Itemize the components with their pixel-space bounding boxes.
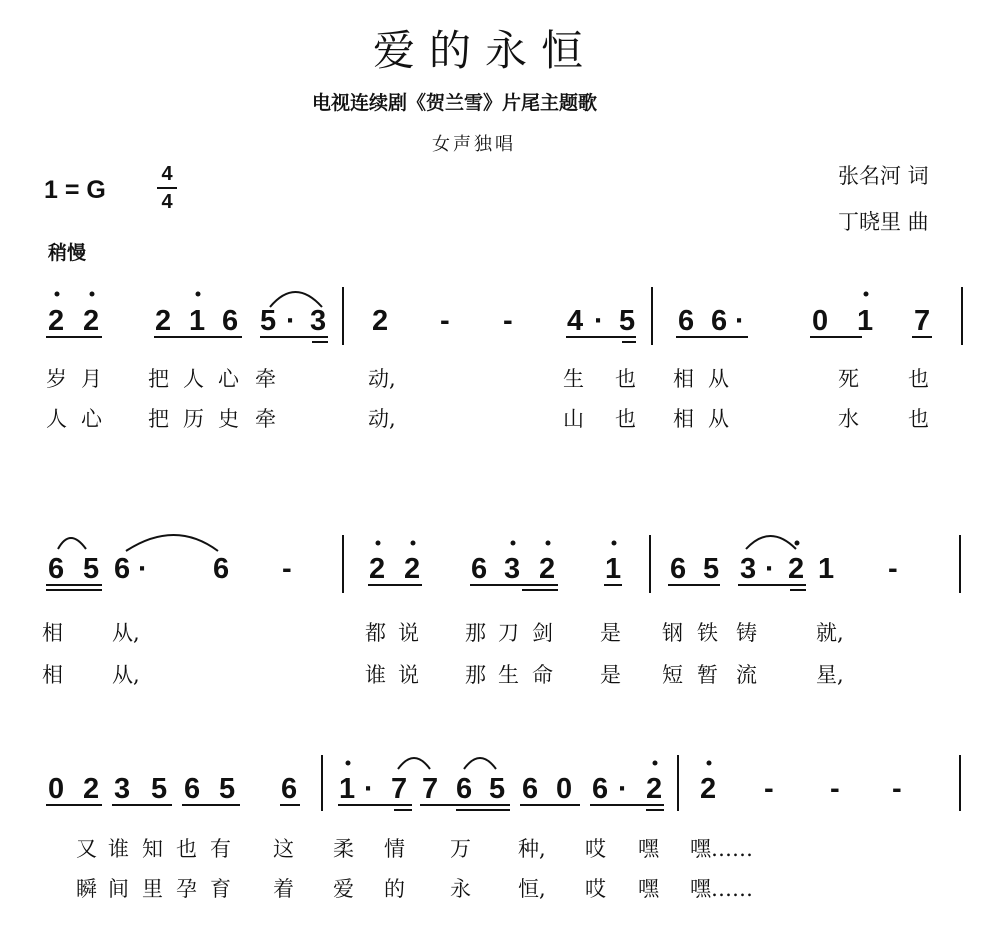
lyric: 恒, [518, 877, 546, 901]
augmentation-dot: · [594, 305, 604, 337]
note: 5 [83, 553, 100, 585]
note: 0 [556, 773, 573, 805]
lyric: 把 [148, 407, 169, 431]
lyric: 哎 [585, 837, 606, 861]
note: 0 [48, 773, 65, 805]
note: 2 [155, 305, 172, 337]
note: 5 [619, 305, 636, 337]
lyric: 育 [210, 877, 231, 901]
lyric: 也 [908, 367, 929, 391]
lyric: 谁 [365, 663, 386, 687]
note: 1 [189, 305, 206, 337]
lyric: 的 [384, 877, 405, 901]
lyric: 心 [81, 407, 102, 431]
augmentation-dot: · [364, 773, 374, 805]
lyric: 动, [368, 367, 396, 391]
lyric: 人 [46, 407, 67, 431]
lyric: 铸 [736, 621, 757, 645]
dash: - [764, 773, 774, 805]
lyric: 刀 [498, 621, 519, 645]
note: 0 [812, 305, 829, 337]
lyric: 也 [908, 407, 929, 431]
lyric: 有 [210, 837, 231, 861]
lyric: 都 [365, 621, 386, 645]
lyric: 岁 [46, 367, 67, 391]
lyric: 间 [108, 877, 129, 901]
lyric: 钢 [662, 621, 683, 645]
augmentation-dot: · [138, 553, 148, 585]
lyric: 从 [708, 407, 729, 431]
time-signature [157, 163, 177, 213]
lyric: 万 [450, 837, 471, 861]
lyric: 人 [183, 367, 204, 391]
dash: - [282, 553, 292, 585]
lyric: 历 [183, 407, 204, 431]
lyric: 永 [450, 877, 471, 901]
lyric: 铁 [697, 621, 718, 645]
lyric: 就, [816, 621, 844, 645]
time-signature-top: 4 [161, 163, 173, 185]
lyric: 是 [600, 621, 621, 645]
lyric: 山 [563, 407, 584, 431]
lyric: 相 [673, 407, 694, 431]
dash: - [503, 305, 513, 337]
note: 3 [310, 305, 327, 337]
lyric: 也 [176, 837, 197, 861]
lyric: 那 [465, 621, 486, 645]
note: 6 [711, 305, 728, 337]
lyric: 嘿…… [690, 877, 753, 901]
note: 6 [456, 773, 473, 805]
note: 2 [539, 553, 556, 585]
dash: - [830, 773, 840, 805]
lyric: 命 [532, 663, 553, 687]
lyric: 短 [662, 663, 683, 687]
note: 2 [83, 773, 100, 805]
lyric: 相 [673, 367, 694, 391]
note: 1 [818, 553, 835, 585]
lyric: 嘿 [638, 837, 659, 861]
note: 2 [788, 553, 805, 585]
lyric: 牵 [255, 407, 276, 431]
note: 2 [83, 305, 100, 337]
lyric: 从, [112, 621, 140, 645]
lyric: 牵 [255, 367, 276, 391]
note: 7 [391, 773, 408, 805]
lyricist-credit: 张名河 词 [838, 164, 929, 188]
lyric: 说 [398, 621, 419, 645]
note: 3 [114, 773, 131, 805]
note: 7 [422, 773, 439, 805]
note: 6 [213, 553, 230, 585]
note: 5 [151, 773, 168, 805]
composer-credit: 丁晓里 曲 [838, 210, 929, 234]
note: 2 [369, 553, 386, 585]
note: 6 [222, 305, 239, 337]
note: 6 [522, 773, 539, 805]
note: 2 [372, 305, 389, 337]
lyric: 说 [398, 663, 419, 687]
lyric: 也 [615, 367, 636, 391]
note: 2 [404, 553, 421, 585]
augmentation-dot: · [286, 305, 296, 337]
note: 2 [700, 773, 717, 805]
lyric: 种, [518, 837, 546, 861]
lyric: 哎 [585, 877, 606, 901]
lyric: 心 [218, 367, 239, 391]
lyric: 生 [498, 663, 519, 687]
note: 1 [605, 553, 622, 585]
note: 1 [339, 773, 356, 805]
lyric: 也 [615, 407, 636, 431]
lyric: 暂 [697, 663, 718, 687]
lyric: 史 [218, 407, 239, 431]
lyric: 嘿 [638, 877, 659, 901]
score-system-3 [0, 753, 1000, 901]
note: 7 [914, 305, 931, 337]
system-1-marks [0, 283, 1000, 413]
lyric: 嘿…… [690, 837, 753, 861]
lyric: 水 [838, 407, 859, 431]
note: 1 [857, 305, 874, 337]
note: 6 [670, 553, 687, 585]
lyric: 瞬 [76, 877, 97, 901]
note: 6 [114, 553, 131, 585]
lyric: 柔 [333, 837, 354, 861]
augmentation-dot: · [765, 553, 775, 585]
note: 2 [646, 773, 663, 805]
voice-type: 女声独唱 [432, 134, 516, 155]
dash: - [892, 773, 902, 805]
song-title: 爱的永恒 [373, 26, 598, 75]
note: 6 [592, 773, 609, 805]
note: 6 [471, 553, 488, 585]
note: 6 [184, 773, 201, 805]
note: 6 [281, 773, 298, 805]
note: 5 [260, 305, 277, 337]
lyric: 从, [112, 663, 140, 687]
lyric: 死 [838, 367, 859, 391]
note: 3 [740, 553, 757, 585]
note: 5 [703, 553, 720, 585]
dash: - [440, 305, 450, 337]
note: 3 [504, 553, 521, 585]
lyric: 是 [600, 663, 621, 687]
time-signature-bar [157, 187, 177, 189]
lyric: 情 [384, 837, 405, 861]
key-signature: 1 = G [44, 176, 106, 204]
score-system-2 [0, 533, 1000, 687]
tempo-marking: 稍慢 [48, 242, 87, 264]
lyric: 相 [42, 621, 63, 645]
lyric: 这 [273, 837, 294, 861]
lyric: 生 [563, 367, 584, 391]
note: 6 [678, 305, 695, 337]
lyric: 那 [465, 663, 486, 687]
augmentation-dot: · [618, 773, 628, 805]
augmentation-dot: · [735, 305, 745, 337]
score-system-1 [0, 283, 1000, 431]
lyric: 从 [708, 367, 729, 391]
song-subtitle: 电视连续剧《贺兰雪》片尾主题歌 [312, 92, 598, 114]
lyric: 剑 [532, 621, 553, 645]
lyric: 星, [816, 663, 844, 687]
note: 5 [219, 773, 236, 805]
lyric: 又 [76, 837, 97, 861]
lyric: 孕 [176, 877, 197, 901]
note: 2 [48, 305, 65, 337]
lyric: 着 [273, 877, 294, 901]
dash: - [888, 553, 898, 585]
lyric: 把 [148, 367, 169, 391]
time-signature-bottom: 4 [161, 191, 173, 213]
lyric: 爱 [333, 877, 354, 901]
lyric: 知 [142, 837, 163, 861]
lyric: 相 [42, 663, 63, 687]
note: 5 [489, 773, 506, 805]
lyric: 里 [142, 877, 163, 901]
lyric: 谁 [108, 837, 129, 861]
lyric: 流 [736, 663, 757, 687]
lyric: 月 [81, 367, 102, 391]
lyric: 动, [368, 407, 396, 431]
note: 6 [48, 553, 65, 585]
note: 4 [567, 305, 584, 337]
